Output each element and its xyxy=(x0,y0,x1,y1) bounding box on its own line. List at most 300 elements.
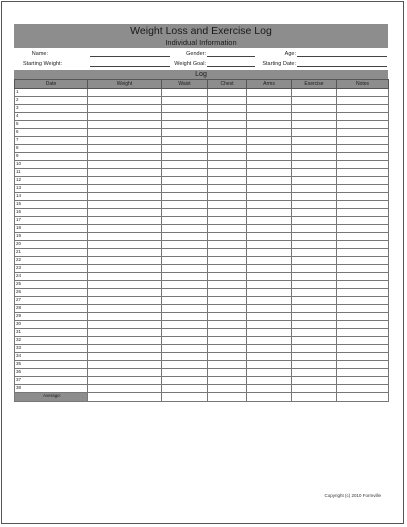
cell-date[interactable] xyxy=(15,265,88,273)
cell-arms[interactable] xyxy=(247,337,292,345)
cell-chest[interactable] xyxy=(208,121,247,129)
cell-arms[interactable] xyxy=(247,193,292,201)
cell-arms[interactable] xyxy=(247,305,292,313)
cell-chest[interactable] xyxy=(208,113,247,121)
cell-date[interactable] xyxy=(15,233,88,241)
log-row xyxy=(15,345,389,353)
cell-arms[interactable] xyxy=(247,89,292,97)
cell-arms[interactable] xyxy=(247,281,292,289)
cell-waist[interactable] xyxy=(162,185,208,193)
cell-arms[interactable] xyxy=(247,233,292,241)
cell-notes[interactable] xyxy=(337,337,389,345)
log-row xyxy=(15,289,389,297)
cell-waist[interactable] xyxy=(162,369,208,377)
cell-waist[interactable] xyxy=(162,345,208,353)
cell-arms[interactable] xyxy=(247,113,292,121)
cell-arms[interactable] xyxy=(247,217,292,225)
row-number: 38 xyxy=(16,385,22,390)
cell-notes[interactable] xyxy=(337,353,389,361)
cell-exercise[interactable] xyxy=(292,337,337,345)
cell-exercise[interactable] xyxy=(292,97,337,105)
cell-arms[interactable] xyxy=(247,257,292,265)
cell-arms[interactable] xyxy=(247,153,292,161)
cell-waist[interactable] xyxy=(162,225,208,233)
cell-weight[interactable] xyxy=(88,345,162,353)
log-row xyxy=(15,185,389,193)
row-number: 6 xyxy=(16,129,19,134)
cell-arms[interactable] xyxy=(247,97,292,105)
cell-date[interactable] xyxy=(15,313,88,321)
cell-exercise[interactable] xyxy=(292,233,337,241)
cell-exercise[interactable] xyxy=(292,209,337,217)
cell-date[interactable] xyxy=(15,105,88,113)
cell-notes[interactable] xyxy=(337,361,389,369)
cell-arms[interactable] xyxy=(247,225,292,233)
cell-waist[interactable] xyxy=(162,313,208,321)
log-row xyxy=(15,105,389,113)
average-row xyxy=(15,393,389,402)
average-arms[interactable] xyxy=(247,393,292,402)
cell-date[interactable] xyxy=(15,337,88,345)
cell-exercise[interactable] xyxy=(292,369,337,377)
cell-date[interactable] xyxy=(15,273,88,281)
cell-chest[interactable] xyxy=(208,297,247,305)
cell-exercise[interactable] xyxy=(292,137,337,145)
cell-exercise[interactable] xyxy=(292,217,337,225)
cell-notes[interactable] xyxy=(337,185,389,193)
cell-notes[interactable] xyxy=(337,305,389,313)
cell-date[interactable] xyxy=(15,305,88,313)
cell-waist[interactable] xyxy=(162,249,208,257)
cell-date[interactable] xyxy=(15,129,88,137)
cell-arms[interactable] xyxy=(247,369,292,377)
cell-date[interactable] xyxy=(15,257,88,265)
cell-notes[interactable] xyxy=(337,273,389,281)
cell-chest[interactable] xyxy=(208,105,247,113)
cell-waist[interactable] xyxy=(162,145,208,153)
cell-exercise[interactable] xyxy=(292,201,337,209)
cell-arms[interactable] xyxy=(247,385,292,393)
row-number: 32 xyxy=(16,337,22,342)
cell-date[interactable] xyxy=(15,329,88,337)
cell-chest[interactable] xyxy=(208,321,247,329)
cell-exercise[interactable] xyxy=(292,305,337,313)
cell-chest[interactable] xyxy=(208,249,247,257)
cell-exercise[interactable] xyxy=(292,377,337,385)
cell-chest[interactable] xyxy=(208,169,247,177)
cell-weight[interactable] xyxy=(88,233,162,241)
cell-exercise[interactable] xyxy=(292,193,337,201)
cell-arms[interactable] xyxy=(247,161,292,169)
cell-weight[interactable] xyxy=(88,161,162,169)
cell-weight[interactable] xyxy=(88,305,162,313)
cell-chest[interactable] xyxy=(208,217,247,225)
age-field[interactable] xyxy=(297,50,387,57)
cell-arms[interactable] xyxy=(247,297,292,305)
cell-date[interactable] xyxy=(15,217,88,225)
cell-notes[interactable] xyxy=(337,225,389,233)
log-table xyxy=(14,79,389,402)
average-exercise[interactable] xyxy=(292,393,337,402)
cell-exercise[interactable] xyxy=(292,273,337,281)
cell-exercise[interactable] xyxy=(292,361,337,369)
cell-waist[interactable] xyxy=(162,137,208,145)
cell-waist[interactable] xyxy=(162,193,208,201)
cell-exercise[interactable] xyxy=(292,185,337,193)
cell-date[interactable] xyxy=(15,97,88,105)
cell-weight[interactable] xyxy=(88,369,162,377)
cell-date[interactable] xyxy=(15,353,88,361)
cell-weight[interactable] xyxy=(88,129,162,137)
cell-exercise[interactable] xyxy=(292,177,337,185)
cell-arms[interactable] xyxy=(247,329,292,337)
cell-notes[interactable] xyxy=(337,105,389,113)
cell-date[interactable] xyxy=(15,345,88,353)
cell-weight[interactable] xyxy=(88,329,162,337)
cell-notes[interactable] xyxy=(337,369,389,377)
cell-exercise[interactable] xyxy=(292,129,337,137)
cell-exercise[interactable] xyxy=(292,145,337,153)
cell-chest[interactable] xyxy=(208,129,247,137)
cell-notes[interactable] xyxy=(337,121,389,129)
cell-arms[interactable] xyxy=(247,137,292,145)
cell-notes[interactable] xyxy=(337,209,389,217)
cell-notes[interactable] xyxy=(337,137,389,145)
cell-chest[interactable] xyxy=(208,153,247,161)
cell-chest[interactable] xyxy=(208,273,247,281)
cell-exercise[interactable] xyxy=(292,169,337,177)
cell-chest[interactable] xyxy=(208,265,247,273)
cell-chest[interactable] xyxy=(208,233,247,241)
cell-notes[interactable] xyxy=(337,321,389,329)
cell-date[interactable] xyxy=(15,161,88,169)
name-field[interactable] xyxy=(90,50,170,57)
cell-date[interactable] xyxy=(15,121,88,129)
cell-date[interactable] xyxy=(15,113,88,121)
cell-notes[interactable] xyxy=(337,385,389,393)
row-number: 27 xyxy=(16,297,22,302)
cell-arms[interactable] xyxy=(247,129,292,137)
cell-exercise[interactable] xyxy=(292,385,337,393)
cell-exercise[interactable] xyxy=(292,121,337,129)
cell-notes[interactable] xyxy=(337,345,389,353)
cell-chest[interactable] xyxy=(208,201,247,209)
cell-date[interactable] xyxy=(15,169,88,177)
cell-exercise[interactable] xyxy=(292,281,337,289)
cell-exercise[interactable] xyxy=(292,289,337,297)
cell-date[interactable] xyxy=(15,153,88,161)
gender-field[interactable] xyxy=(207,50,255,57)
cell-notes[interactable] xyxy=(337,265,389,273)
cell-notes[interactable] xyxy=(337,193,389,201)
cell-waist[interactable] xyxy=(162,257,208,265)
cell-waist[interactable] xyxy=(162,105,208,113)
cell-notes[interactable] xyxy=(337,145,389,153)
cell-notes[interactable] xyxy=(337,329,389,337)
cell-arms[interactable] xyxy=(247,177,292,185)
cell-arms[interactable] xyxy=(247,273,292,281)
cell-date[interactable] xyxy=(15,361,88,369)
cell-weight[interactable] xyxy=(88,177,162,185)
average-notes[interactable] xyxy=(337,393,389,402)
average-chest[interactable] xyxy=(208,393,247,402)
cell-waist[interactable] xyxy=(162,305,208,313)
cell-notes[interactable] xyxy=(337,297,389,305)
cell-waist[interactable] xyxy=(162,153,208,161)
cell-date[interactable] xyxy=(15,241,88,249)
cell-arms[interactable] xyxy=(247,209,292,217)
cell-waist[interactable] xyxy=(162,121,208,129)
average-weight[interactable] xyxy=(88,393,162,402)
cell-exercise[interactable] xyxy=(292,313,337,321)
cell-arms[interactable] xyxy=(247,145,292,153)
cell-waist[interactable] xyxy=(162,169,208,177)
cell-weight[interactable] xyxy=(88,257,162,265)
row-number: 34 xyxy=(16,353,22,358)
cell-waist[interactable] xyxy=(162,113,208,121)
gender-label: Gender: xyxy=(186,51,206,57)
cell-waist[interactable] xyxy=(162,337,208,345)
log-row xyxy=(15,377,389,385)
cell-weight[interactable] xyxy=(88,113,162,121)
cell-waist[interactable] xyxy=(162,297,208,305)
cell-weight[interactable] xyxy=(88,185,162,193)
cell-weight[interactable] xyxy=(88,273,162,281)
cell-arms[interactable] xyxy=(247,289,292,297)
cell-arms[interactable] xyxy=(247,185,292,193)
cell-weight[interactable] xyxy=(88,121,162,129)
cell-arms[interactable] xyxy=(247,313,292,321)
cell-weight[interactable] xyxy=(88,169,162,177)
cell-weight[interactable] xyxy=(88,209,162,217)
cell-date[interactable] xyxy=(15,369,88,377)
cell-exercise[interactable] xyxy=(292,113,337,121)
cell-weight[interactable] xyxy=(88,313,162,321)
cell-chest[interactable] xyxy=(208,177,247,185)
cell-waist[interactable] xyxy=(162,129,208,137)
cell-date[interactable] xyxy=(15,385,88,393)
weight-goal-field[interactable] xyxy=(207,60,255,67)
cell-weight[interactable] xyxy=(88,97,162,105)
cell-chest[interactable] xyxy=(208,305,247,313)
cell-date[interactable] xyxy=(15,145,88,153)
cell-chest[interactable] xyxy=(208,345,247,353)
cell-notes[interactable] xyxy=(337,377,389,385)
cell-waist[interactable] xyxy=(162,329,208,337)
cell-exercise[interactable] xyxy=(292,329,337,337)
cell-waist[interactable] xyxy=(162,385,208,393)
cell-waist[interactable] xyxy=(162,89,208,97)
cell-notes[interactable] xyxy=(337,177,389,185)
cell-chest[interactable] xyxy=(208,209,247,217)
cell-waist[interactable] xyxy=(162,217,208,225)
cell-waist[interactable] xyxy=(162,161,208,169)
cell-arms[interactable] xyxy=(247,241,292,249)
cell-notes[interactable] xyxy=(337,217,389,225)
cell-notes[interactable] xyxy=(337,161,389,169)
cell-exercise[interactable] xyxy=(292,105,337,113)
starting-date-field[interactable] xyxy=(297,60,387,67)
cell-chest[interactable] xyxy=(208,193,247,201)
cell-exercise[interactable] xyxy=(292,345,337,353)
log-body xyxy=(15,89,389,402)
cell-notes[interactable] xyxy=(337,281,389,289)
cell-waist[interactable] xyxy=(162,361,208,369)
cell-notes[interactable] xyxy=(337,241,389,249)
cell-chest[interactable] xyxy=(208,257,247,265)
cell-chest[interactable] xyxy=(208,225,247,233)
cell-arms[interactable] xyxy=(247,345,292,353)
cell-notes[interactable] xyxy=(337,89,389,97)
log-row xyxy=(15,353,389,361)
cell-waist[interactable] xyxy=(162,321,208,329)
cell-weight[interactable] xyxy=(88,145,162,153)
cell-waist[interactable] xyxy=(162,265,208,273)
cell-arms[interactable] xyxy=(247,265,292,273)
cell-exercise[interactable] xyxy=(292,225,337,233)
cell-date[interactable] xyxy=(15,249,88,257)
cell-waist[interactable] xyxy=(162,289,208,297)
cell-waist[interactable] xyxy=(162,209,208,217)
cell-waist[interactable] xyxy=(162,177,208,185)
cell-weight[interactable] xyxy=(88,217,162,225)
cell-weight[interactable] xyxy=(88,193,162,201)
cell-exercise[interactable] xyxy=(292,249,337,257)
cell-notes[interactable] xyxy=(337,289,389,297)
cell-date[interactable] xyxy=(15,281,88,289)
cell-weight[interactable] xyxy=(88,153,162,161)
cell-weight[interactable] xyxy=(88,201,162,209)
cell-arms[interactable] xyxy=(247,377,292,385)
cell-date[interactable] xyxy=(15,225,88,233)
cell-waist[interactable] xyxy=(162,241,208,249)
cell-weight[interactable] xyxy=(88,281,162,289)
cell-chest[interactable] xyxy=(208,337,247,345)
cell-chest[interactable] xyxy=(208,313,247,321)
form-subtitle: Individual Information xyxy=(14,38,388,48)
cell-arms[interactable] xyxy=(247,105,292,113)
cell-weight[interactable] xyxy=(88,241,162,249)
cell-exercise[interactable] xyxy=(292,257,337,265)
cell-weight[interactable] xyxy=(88,385,162,393)
cell-weight[interactable] xyxy=(88,353,162,361)
cell-waist[interactable] xyxy=(162,353,208,361)
cell-chest[interactable] xyxy=(208,97,247,105)
cell-chest[interactable] xyxy=(208,137,247,145)
cell-chest[interactable] xyxy=(208,329,247,337)
column-header-arms: Arms xyxy=(247,80,292,89)
cell-notes[interactable] xyxy=(337,257,389,265)
cell-weight[interactable] xyxy=(88,265,162,273)
cell-exercise[interactable] xyxy=(292,89,337,97)
cell-exercise[interactable] xyxy=(292,265,337,273)
cell-arms[interactable] xyxy=(247,169,292,177)
cell-weight[interactable] xyxy=(88,289,162,297)
cell-notes[interactable] xyxy=(337,129,389,137)
cell-weight[interactable] xyxy=(88,377,162,385)
log-row xyxy=(15,217,389,225)
cell-notes[interactable] xyxy=(337,113,389,121)
row-number: 37 xyxy=(16,377,22,382)
cell-chest[interactable] xyxy=(208,241,247,249)
cell-date[interactable] xyxy=(15,201,88,209)
cell-notes[interactable] xyxy=(337,233,389,241)
cell-chest[interactable] xyxy=(208,145,247,153)
cell-waist[interactable] xyxy=(162,281,208,289)
cell-weight[interactable] xyxy=(88,225,162,233)
cell-waist[interactable] xyxy=(162,97,208,105)
cell-date[interactable] xyxy=(15,297,88,305)
cell-arms[interactable] xyxy=(247,321,292,329)
cell-chest[interactable] xyxy=(208,281,247,289)
cell-exercise[interactable] xyxy=(292,153,337,161)
cell-weight[interactable] xyxy=(88,105,162,113)
cell-weight[interactable] xyxy=(88,321,162,329)
cell-chest[interactable] xyxy=(208,361,247,369)
cell-chest[interactable] xyxy=(208,289,247,297)
cell-waist[interactable] xyxy=(162,201,208,209)
cell-waist[interactable] xyxy=(162,233,208,241)
log-title: Log xyxy=(14,70,388,79)
cell-arms[interactable] xyxy=(247,201,292,209)
cell-date[interactable] xyxy=(15,377,88,385)
cell-weight[interactable] xyxy=(88,89,162,97)
cell-chest[interactable] xyxy=(208,89,247,97)
cell-weight[interactable] xyxy=(88,337,162,345)
cell-chest[interactable] xyxy=(208,353,247,361)
cell-date[interactable] xyxy=(15,321,88,329)
cell-waist[interactable] xyxy=(162,377,208,385)
cell-notes[interactable] xyxy=(337,313,389,321)
cell-date[interactable] xyxy=(15,89,88,97)
log-row xyxy=(15,305,389,313)
cell-chest[interactable] xyxy=(208,161,247,169)
cell-date[interactable] xyxy=(15,137,88,145)
cell-arms[interactable] xyxy=(247,361,292,369)
cell-date[interactable] xyxy=(15,193,88,201)
cell-waist[interactable] xyxy=(162,273,208,281)
cell-chest[interactable] xyxy=(208,385,247,393)
cell-date[interactable] xyxy=(15,209,88,217)
cell-chest[interactable] xyxy=(208,369,247,377)
cell-exercise[interactable] xyxy=(292,321,337,329)
cell-weight[interactable] xyxy=(88,361,162,369)
cell-exercise[interactable] xyxy=(292,161,337,169)
cell-exercise[interactable] xyxy=(292,241,337,249)
cell-exercise[interactable] xyxy=(292,353,337,361)
cell-exercise[interactable] xyxy=(292,297,337,305)
cell-weight[interactable] xyxy=(88,249,162,257)
cell-notes[interactable] xyxy=(337,169,389,177)
cell-chest[interactable] xyxy=(208,185,247,193)
cell-date[interactable] xyxy=(15,177,88,185)
average-waist[interactable] xyxy=(162,393,208,402)
cell-arms[interactable] xyxy=(247,249,292,257)
cell-weight[interactable] xyxy=(88,137,162,145)
cell-date[interactable] xyxy=(15,185,88,193)
cell-weight[interactable] xyxy=(88,297,162,305)
cell-notes[interactable] xyxy=(337,249,389,257)
cell-chest[interactable] xyxy=(208,377,247,385)
cell-arms[interactable] xyxy=(247,353,292,361)
cell-notes[interactable] xyxy=(337,153,389,161)
cell-arms[interactable] xyxy=(247,121,292,129)
cell-notes[interactable] xyxy=(337,201,389,209)
cell-notes[interactable] xyxy=(337,97,389,105)
cell-date[interactable] xyxy=(15,289,88,297)
log-row xyxy=(15,145,389,153)
starting-weight-field[interactable] xyxy=(90,60,170,67)
